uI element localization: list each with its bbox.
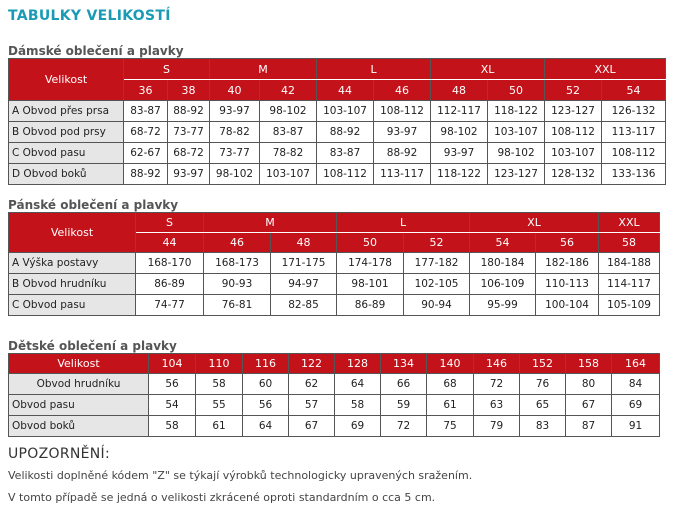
row-label: Obvod hrudníku: [9, 374, 149, 395]
women-group-xxl: XXL: [545, 59, 666, 80]
row-label: C Obvod pasu: [9, 143, 124, 164]
table-cell: 55: [196, 395, 243, 416]
table-cell: 78-82: [210, 122, 260, 143]
table-cell: 57: [289, 395, 335, 416]
women-size: 40: [210, 80, 260, 101]
women-group-xl: XL: [431, 59, 545, 80]
table-cell: 98-102: [210, 164, 260, 185]
table-cell: 98-102: [488, 143, 545, 164]
table-cell: 64: [335, 374, 381, 395]
table-cell: 98-102: [431, 122, 488, 143]
table-cell: 58: [335, 395, 381, 416]
row-label: Obvod pasu: [9, 395, 149, 416]
table-cell: 61: [427, 395, 474, 416]
table-cell: 94-97: [271, 274, 337, 295]
table-cell: 67: [566, 395, 612, 416]
kids-size: 122: [289, 354, 335, 374]
table-cell: 59: [381, 395, 427, 416]
kids-size: 134: [381, 354, 427, 374]
table-cell: 62-67: [124, 143, 168, 164]
table-cell: 76-81: [204, 295, 271, 316]
table-cell: 88-92: [168, 101, 210, 122]
table-cell: 64: [243, 416, 289, 437]
table-cell: 118-122: [431, 164, 488, 185]
women-size: 44: [317, 80, 374, 101]
table-cell: 103-107: [545, 143, 602, 164]
table-cell: 73-77: [168, 122, 210, 143]
table-cell: 56: [243, 395, 289, 416]
table-cell: 93-97: [168, 164, 210, 185]
table-cell: 88-92: [317, 122, 374, 143]
kids-size: 116: [243, 354, 289, 374]
table-cell: 72: [381, 416, 427, 437]
table-cell: 86-89: [337, 295, 404, 316]
table-cell: 63: [474, 395, 520, 416]
table-cell: 68-72: [124, 122, 168, 143]
table-cell: 95-99: [470, 295, 536, 316]
table-cell: 66: [381, 374, 427, 395]
kids-size-header: Velikost: [9, 354, 149, 374]
row-label: A Výška postavy: [9, 253, 136, 274]
table-cell: 113-117: [374, 164, 431, 185]
table-cell: 123-127: [545, 101, 602, 122]
table-cell: 106-109: [470, 274, 536, 295]
kids-size: 146: [474, 354, 520, 374]
kids-size: 110: [196, 354, 243, 374]
table-cell: 103-107: [488, 122, 545, 143]
row-label: C Obvod pasu: [9, 295, 136, 316]
table-row: [9, 143, 666, 164]
table-row: [9, 395, 660, 416]
table-cell: 67: [289, 416, 335, 437]
table-cell: 126-132: [602, 101, 666, 122]
men-group-l: L: [337, 213, 470, 233]
women-size-table: [8, 58, 666, 185]
table-cell: 118-122: [488, 101, 545, 122]
men-size: 52: [404, 233, 470, 253]
women-section-title: Dámské oblečení a plavky: [8, 44, 184, 58]
table-cell: 82-85: [271, 295, 337, 316]
table-cell: 87: [566, 416, 612, 437]
table-cell: 108-112: [602, 143, 666, 164]
table-cell: 133-136: [602, 164, 666, 185]
table-cell: 65: [520, 395, 566, 416]
men-size-table: [8, 212, 660, 316]
table-cell: 60: [243, 374, 289, 395]
kids-size: 104: [149, 354, 196, 374]
kids-size: 164: [612, 354, 660, 374]
table-cell: 58: [196, 374, 243, 395]
table-cell: 168-170: [136, 253, 204, 274]
women-group-m: M: [210, 59, 317, 80]
men-group-m: M: [204, 213, 337, 233]
table-cell: 72: [474, 374, 520, 395]
table-cell: 112-117: [431, 101, 488, 122]
men-size: 58: [599, 233, 660, 253]
women-size: 36: [124, 80, 168, 101]
size-tables-page: [8, 0, 665, 509]
table-row: [9, 253, 660, 274]
table-cell: 93-97: [374, 122, 431, 143]
women-size: 42: [260, 80, 317, 101]
men-size: 44: [136, 233, 204, 253]
table-cell: 182-186: [536, 253, 599, 274]
table-cell: 102-105: [404, 274, 470, 295]
table-cell: 68: [427, 374, 474, 395]
table-cell: 80: [566, 374, 612, 395]
women-size: 38: [168, 80, 210, 101]
table-cell: 75: [427, 416, 474, 437]
table-row: [9, 295, 660, 316]
women-size: 50: [488, 80, 545, 101]
kids-size-table: [8, 353, 660, 437]
row-label: D Obvod boků: [9, 164, 124, 185]
table-row: [9, 164, 666, 185]
table-cell: 177-182: [404, 253, 470, 274]
table-cell: 86-89: [136, 274, 204, 295]
table-cell: 93-97: [431, 143, 488, 164]
women-size: 54: [602, 80, 666, 101]
table-cell: 88-92: [374, 143, 431, 164]
table-cell: 74-77: [136, 295, 204, 316]
table-row: [9, 374, 660, 395]
table-cell: 54: [149, 395, 196, 416]
table-cell: 91: [612, 416, 660, 437]
page-title: TABULKY VELIKOSTÍ: [8, 8, 171, 24]
kids-section-title: Dětské oblečení a plavky: [8, 339, 177, 353]
men-section-title: Pánské oblečení a plavky: [8, 198, 179, 212]
table-cell: 88-92: [124, 164, 168, 185]
table-cell: 69: [335, 416, 381, 437]
table-cell: 123-127: [488, 164, 545, 185]
table-cell: 83-87: [124, 101, 168, 122]
table-cell: 84: [612, 374, 660, 395]
table-row: [9, 101, 666, 122]
table-cell: 90-94: [404, 295, 470, 316]
women-group-s: S: [124, 59, 210, 80]
table-cell: 174-178: [337, 253, 404, 274]
men-size: 50: [337, 233, 404, 253]
table-cell: 180-184: [470, 253, 536, 274]
notice-line: V tomto případě se jedná o velikosti zkrácené oproti standardním o cca 5 cm.: [8, 491, 436, 504]
table-cell: 103-107: [260, 164, 317, 185]
table-cell: 184-188: [599, 253, 660, 274]
table-cell: 108-112: [374, 101, 431, 122]
women-size: 48: [431, 80, 488, 101]
men-size: 56: [536, 233, 599, 253]
men-group-xxl: XXL: [599, 213, 660, 233]
men-group-s: S: [136, 213, 204, 233]
kids-size: 152: [520, 354, 566, 374]
table-cell: 108-112: [317, 164, 374, 185]
kids-size: 140: [427, 354, 474, 374]
table-cell: 110-113: [536, 274, 599, 295]
table-cell: 128-132: [545, 164, 602, 185]
notice-heading: UPOZORNĚNÍ:: [8, 446, 110, 462]
table-row: [9, 416, 660, 437]
table-row: [9, 122, 666, 143]
men-size: 48: [271, 233, 337, 253]
table-cell: 100-104: [536, 295, 599, 316]
kids-size: 158: [566, 354, 612, 374]
table-cell: 58: [149, 416, 196, 437]
table-cell: 90-93: [204, 274, 271, 295]
table-row: [9, 274, 660, 295]
table-cell: 168-173: [204, 253, 271, 274]
row-label: Obvod boků: [9, 416, 149, 437]
men-group-xl: XL: [470, 213, 599, 233]
table-cell: 78-82: [260, 143, 317, 164]
kids-size: 128: [335, 354, 381, 374]
table-cell: 83: [520, 416, 566, 437]
table-cell: 69: [612, 395, 660, 416]
table-cell: 103-107: [317, 101, 374, 122]
men-size: 46: [204, 233, 271, 253]
table-cell: 171-175: [271, 253, 337, 274]
table-cell: 68-72: [168, 143, 210, 164]
table-cell: 83-87: [260, 122, 317, 143]
table-cell: 108-112: [545, 122, 602, 143]
table-cell: 56: [149, 374, 196, 395]
women-size: 46: [374, 80, 431, 101]
table-cell: 105-109: [599, 295, 660, 316]
table-cell: 79: [474, 416, 520, 437]
row-label: B Obvod hrudníku: [9, 274, 136, 295]
notice-line: Velikosti doplněné kódem "Z" se týkají výrobků technologicky upravených sražením.: [8, 469, 473, 482]
table-cell: 62: [289, 374, 335, 395]
table-cell: 98-101: [337, 274, 404, 295]
table-cell: 98-102: [260, 101, 317, 122]
table-cell: 83-87: [317, 143, 374, 164]
table-cell: 114-117: [599, 274, 660, 295]
men-size: 54: [470, 233, 536, 253]
table-cell: 61: [196, 416, 243, 437]
table-cell: 113-117: [602, 122, 666, 143]
row-label: A Obvod přes prsa: [9, 101, 124, 122]
women-size-header: Velikost: [9, 59, 124, 101]
table-cell: 73-77: [210, 143, 260, 164]
women-size: 52: [545, 80, 602, 101]
table-cell: 93-97: [210, 101, 260, 122]
row-label: B Obvod pod prsy: [9, 122, 124, 143]
men-size-header: Velikost: [9, 213, 136, 253]
women-group-l: L: [317, 59, 431, 80]
table-cell: 76: [520, 374, 566, 395]
